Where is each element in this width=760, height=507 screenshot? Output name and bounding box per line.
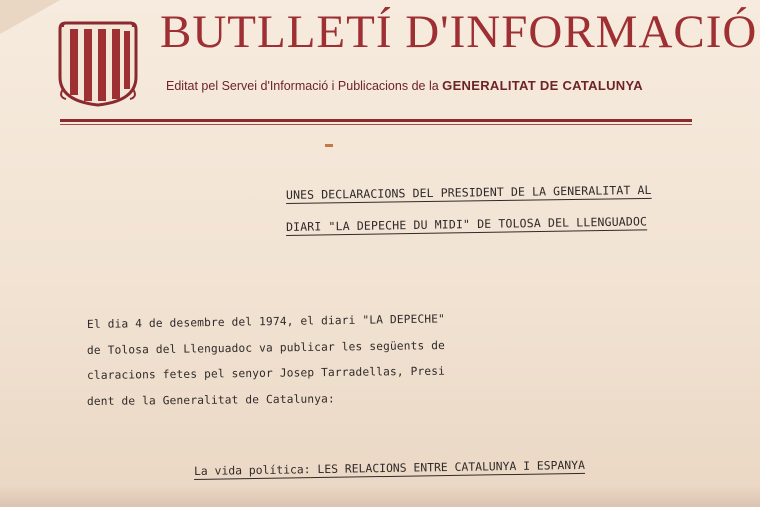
masthead-organization: GENERALITAT DE CATALUNYA [442, 78, 643, 93]
body-line-1: El dia 4 de desembre del 1974, el diari "LA DEPECHE" [86, 312, 446, 331]
page-shadow [0, 485, 760, 507]
masthead-subtitle-prefix: Editat pel Servei d'Informació i Publicacions de la [166, 79, 439, 93]
masthead-title: BUTLLETÍ D'INFORMACIÓ [160, 6, 758, 58]
masthead-rule [60, 119, 692, 122]
center-mark [325, 144, 333, 147]
section-heading [194, 458, 585, 478]
section-label: La vida política: [193, 462, 311, 478]
masthead-subtitle [166, 78, 643, 93]
headline-line-1: UNES DECLARACIONS DEL PRESIDENT DE LA GENERALITAT AL [285, 182, 652, 202]
section-title: LES RELACIONS ENTRE CATALUNYA I ESPANYA [317, 457, 585, 477]
headline-line-2: DIARI "LA DEPECHE DU MIDI" DE TOLOSA DEL LLENGUADOC [285, 214, 648, 234]
masthead-rule-thin [60, 124, 692, 125]
body-line-3: claracions fetes pel senyor Josep Tarradellas, Presi [86, 364, 446, 382]
folded-corner [0, 0, 60, 34]
body-line-4: dent de la Generalitat de Catalunya: [86, 392, 335, 408]
coat-of-arms-icon [58, 19, 138, 107]
body-line-2: de Tolosa del Llenguadoc va publicar les següents de [86, 339, 446, 357]
